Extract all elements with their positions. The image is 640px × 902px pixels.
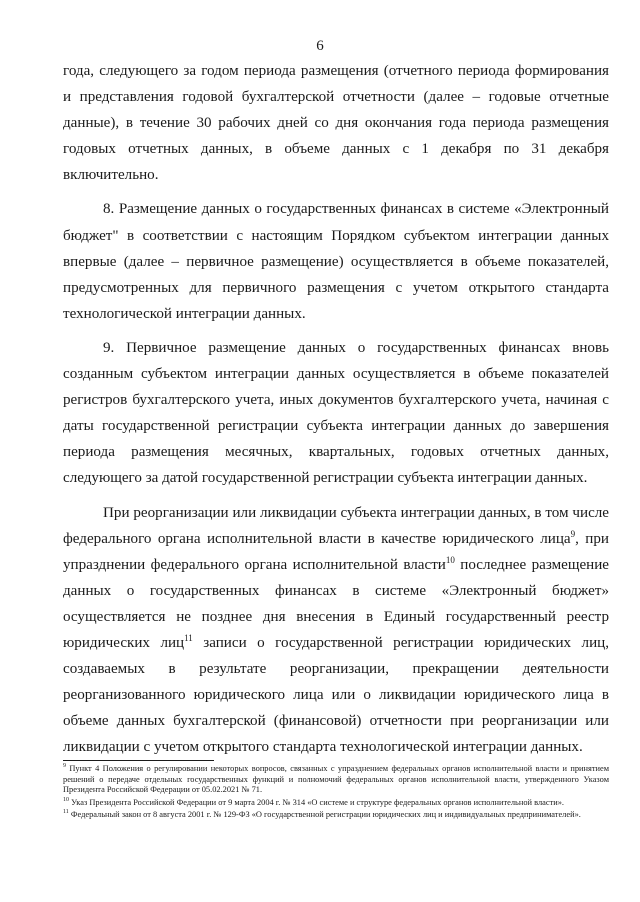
paragraph-text: последнее размещение данных о государственных финансах в системе «Электронный бюджет» осуществляется не позднее дня внесения в Единый государственный реестр юридических лиц xyxy=(63,556,609,651)
footnote-text: Указ Президента Российской Федерации от 9 марта 2004 г. № 314 «О системе и структуре федеральных органов исполнительной власти». xyxy=(69,797,564,807)
footnote xyxy=(63,798,609,809)
footnote-text: Пункт 4 Положения о регулировании некоторых вопросов, связанных с упразднением федеральных органов исполнительной власти и принятием решений о передаче отдельных государственных функций и полномочий федеральных органов исполнительной власти, утвержденного Указом Президента Российской Федерации от 05.02.2021 № 71. xyxy=(63,764,609,795)
paragraph xyxy=(63,58,609,188)
footnote-separator xyxy=(63,760,214,761)
footnote-text: Федеральный закон от 8 августа 2001 г. № 129-ФЗ «О государственной регистрации юридических лиц и индивидуальных предпринимателей». xyxy=(68,810,581,820)
footnote xyxy=(63,764,609,796)
footnote-mark: 9 xyxy=(63,763,66,770)
footnote-mark: 11 xyxy=(63,809,69,816)
paragraph-text: При реорганизации или ликвидации субъекта интеграции данных, в том числе федерального органа исполнительной власти в качестве юридического лица xyxy=(63,504,609,547)
paragraph-gap xyxy=(63,327,609,335)
footnote xyxy=(63,810,609,821)
footnote-mark: 10 xyxy=(63,796,69,803)
paragraph-text: 9. Первичное размещение данных о государственных финансах вновь созданным субъектом интеграции данных осуществляется в объеме показателей регистров бухгалтерского учета, иных документов бухгалтерского учета, начиная с даты государственной регистрации субъекта интеграции данных до завершения периода размещения месячных, квартальных, годовых отчетных данных, следующего за датой государственной регистрации субъекта интеграции данных. xyxy=(63,339,609,487)
paragraph-text: , при упразднении федерального органа исполнительной власти xyxy=(63,530,609,573)
paragraph-text: записи о государственной регистрации юридических лиц, создаваемых в результате реорганизации, прекращении деятельности реорганизованного юридического лица или о ликвидации юридического лица в объеме данных бухгалтерской (финансовой) отчетности при реорганизации или ликвидации с учетом открытого стандарта технологической интеграции данных. xyxy=(63,634,609,756)
paragraph-gap xyxy=(63,188,609,196)
footnote-reference: 11 xyxy=(184,632,193,643)
paragraph-text: года, следующего за годом периода размещения (отчетного периода формирования и представления годовой бухгалтерской отчетности (далее – годовые отчетные данные), в течение 30 рабочих дней со дня окончания года периода размещения годовых отчетных данных, в объеме данных с 1 декабря по 31 декабря включительно. xyxy=(63,63,609,184)
paragraph xyxy=(63,500,609,761)
page-number: 6 xyxy=(316,38,324,54)
paragraph-text: 8. Размещение данных о государственных финансах в системе «Электронный бюджет" в соответствии с настоящим Порядком субъектом интеграции данных впервые (далее – первичное размещение) осуществляется в объеме показателей, предусмотренных для первичного размещения с учетом открытого стандарта технологической интеграции данных. xyxy=(63,201,609,322)
paragraph xyxy=(63,196,609,326)
footnotes xyxy=(63,764,609,823)
paragraph-gap xyxy=(63,492,609,500)
body-text xyxy=(63,58,609,760)
footnote-reference: 9 xyxy=(570,528,576,539)
footnote-reference: 10 xyxy=(445,554,455,565)
paragraph xyxy=(63,335,609,492)
